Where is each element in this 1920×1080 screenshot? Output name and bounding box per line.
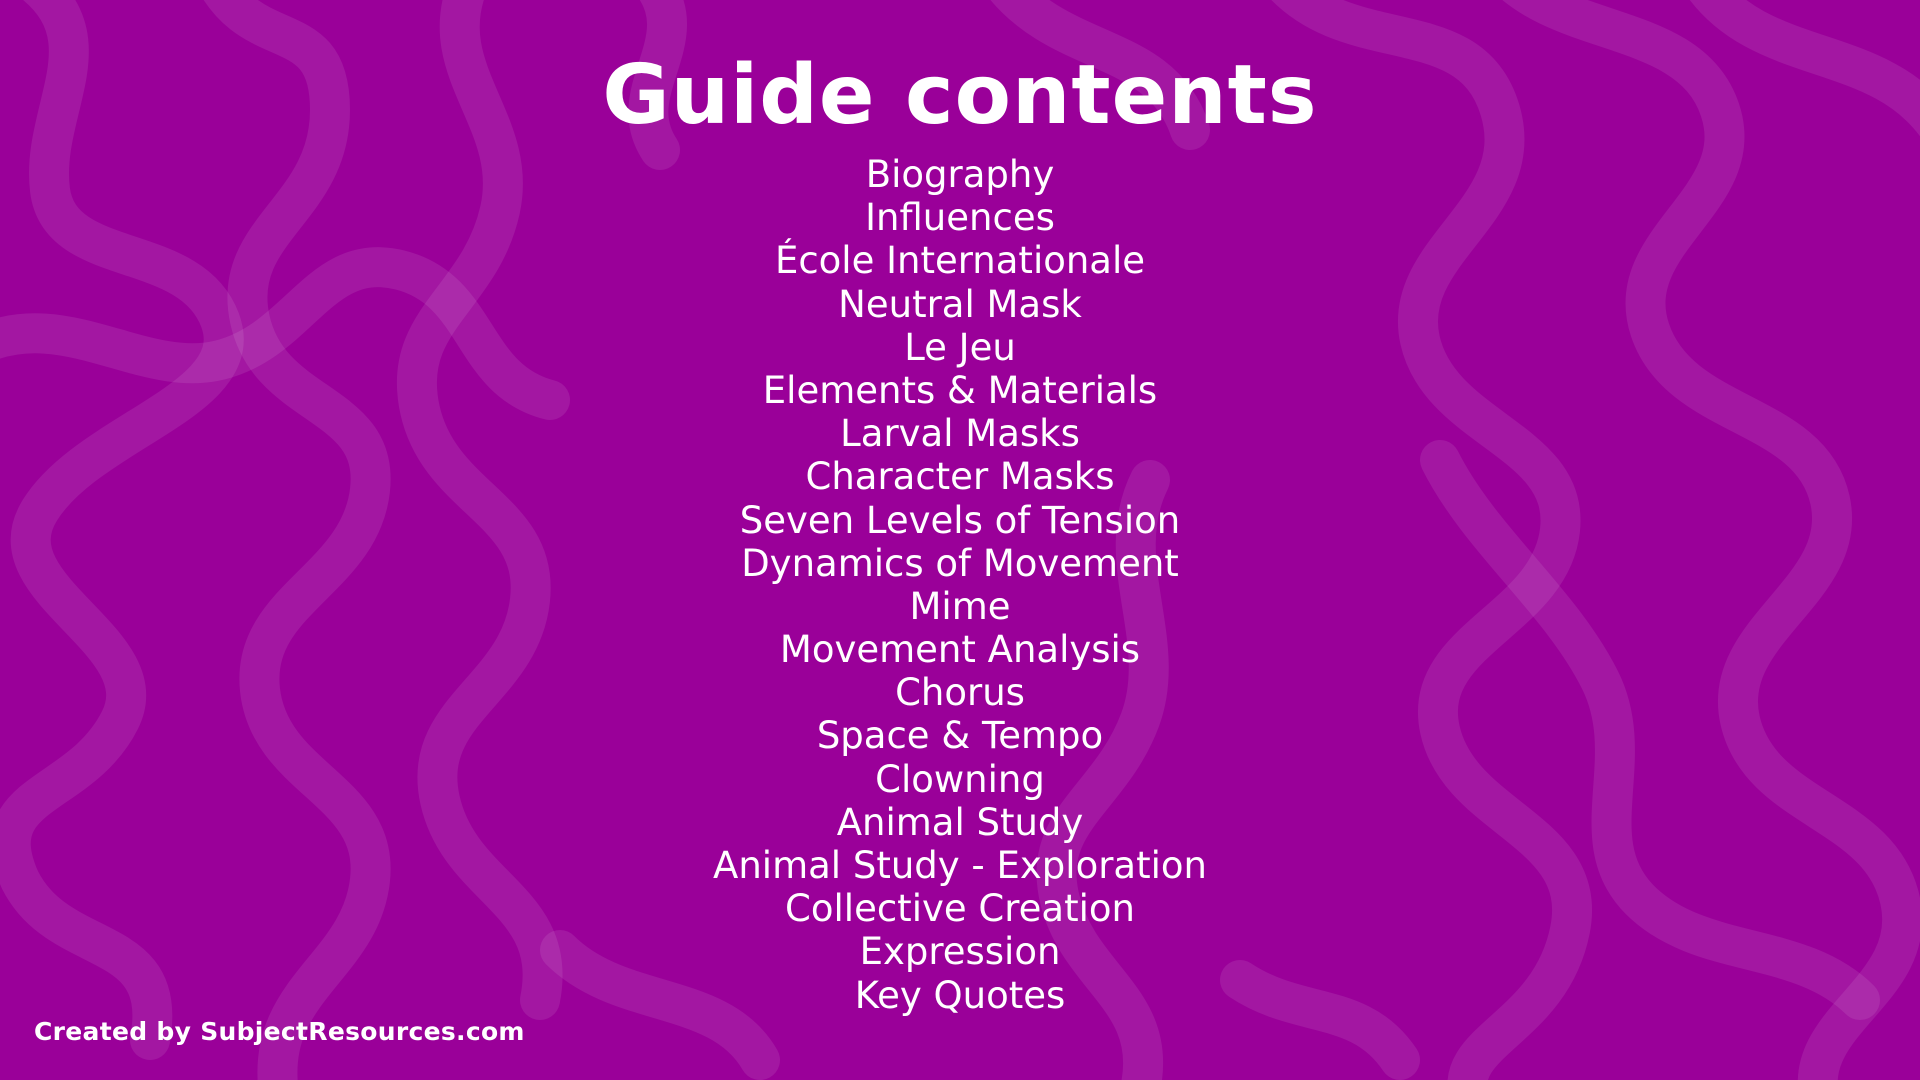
contents-item-mime[interactable]: Mime	[909, 584, 1011, 628]
contents-item-ecole-internationale[interactable]: École Internationale	[774, 239, 1146, 283]
contents-item-le-jeu[interactable]: Le Jeu	[904, 325, 1016, 369]
contents-item-biography[interactable]: Biography	[865, 153, 1055, 196]
contents-item-elements-materials[interactable]: Elements & Materials	[762, 368, 1158, 412]
contents-item-key-quotes[interactable]: Key Quotes	[854, 973, 1066, 1017]
contents-list	[0, 153, 1920, 1017]
footer-credit: Created by SubjectResources.com	[34, 1017, 525, 1046]
contents-item-influences[interactable]: Influences	[865, 196, 1055, 240]
page-title: Guide contents	[602, 48, 1318, 143]
contents-item-expression[interactable]: Expression	[859, 930, 1061, 974]
contents-item-dynamics-of-movement[interactable]: Dynamics of Movement	[741, 541, 1179, 585]
contents-item-neutral-mask[interactable]: Neutral Mask	[838, 282, 1082, 326]
contents-item-movement-analysis[interactable]: Movement Analysis	[779, 628, 1141, 672]
contents-item-collective-creation[interactable]: Collective Creation	[785, 887, 1135, 931]
contents-item-character-masks[interactable]: Character Masks	[805, 455, 1115, 499]
contents-item-animal-study[interactable]: Animal Study	[836, 800, 1084, 844]
contents-item-larval-masks[interactable]: Larval Masks	[840, 412, 1080, 456]
contents-item-chorus[interactable]: Chorus	[895, 671, 1025, 715]
contents-item-animal-study-exploration[interactable]: Animal Study - Exploration	[713, 844, 1207, 887]
contents-item-seven-levels-of-tension[interactable]: Seven Levels of Tension	[739, 498, 1181, 542]
contents-item-clowning[interactable]: Clowning	[875, 757, 1045, 801]
contents-item-space-tempo[interactable]: Space & Tempo	[816, 714, 1104, 758]
